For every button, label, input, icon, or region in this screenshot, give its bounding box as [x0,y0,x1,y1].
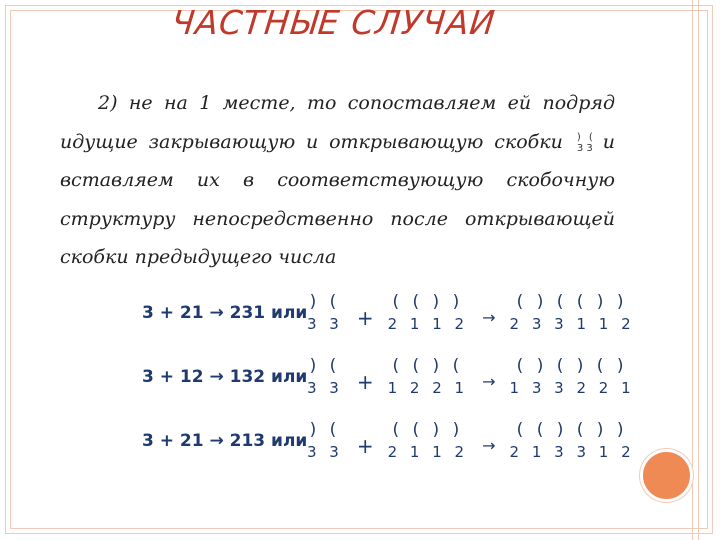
numbers: 1 3 3 2 2 1 [509,378,635,397]
brackets: ) ( [309,291,341,312]
arrow-icon: → [482,436,496,455]
inline-pair-brackets: ) ( [576,131,593,143]
body-line-5: скобки предыдущего числа [60,246,337,268]
arrow-icon: → [482,308,496,327]
brackets: ( ( ) ( ) ) [516,419,628,440]
body-line-2-text: идущие закрывающую и открывающую скобки [60,130,563,153]
brackets: ) ( [309,419,341,440]
numbers: 2 3 3 1 1 2 [509,314,635,333]
brackets: ( ) ( ( ) ) [516,291,628,312]
example-label: 3 + 21 → 213 или [142,430,308,451]
body-line-2-end: и [602,130,615,153]
bracket-seq-b [388,291,468,335]
examples-block [142,289,635,481]
bracket-seq-result [510,419,635,463]
example-row-3 [142,417,635,464]
numbers: 1 2 2 1 [387,378,469,397]
plus-sign: + [356,369,374,394]
brackets: ) ( [309,355,341,376]
example-row-1 [142,289,635,336]
decorative-orange-circle [640,449,693,502]
body-line-2 [60,123,615,162]
body-line-3: вставляем их в соответствующую скобочную [60,169,615,191]
brackets: ( ) ( ) ( ) [516,355,628,376]
bracket-seq-a [307,419,343,463]
bracket-seq-result [510,291,635,335]
brackets: ( ( ) ) [392,291,464,312]
bracket-seq-a [307,355,343,399]
body-line-1: 2) не на 1 месте, то сопоставляем ей подряд [98,92,615,114]
brackets: ( ( ) ) [392,419,464,440]
numbers: 2 1 3 3 1 2 [509,442,635,461]
bracket-seq-b [388,355,468,399]
slide-title: ЧАСТНЫЕ СЛУЧАИ [169,3,498,42]
plus-sign: + [356,433,374,458]
numbers: 3 3 [307,378,343,397]
plus-sign: + [356,305,374,330]
numbers: 3 3 [307,442,343,461]
arrow-icon: → [482,372,496,391]
side-decoration-line-2 [698,0,699,540]
bracket-seq-a [307,291,343,335]
slide-body-text [60,84,615,277]
bracket-seq-result [510,355,635,399]
inline-pair-numbers: 3 3 [576,142,593,154]
numbers: 2 1 1 2 [387,442,469,461]
brackets: ( ( ) ( [392,355,464,376]
numbers: 2 1 1 2 [387,314,469,333]
bracket-seq-b [388,419,468,463]
side-decoration-line [692,0,693,540]
numbers: 3 3 [307,314,343,333]
example-label: 3 + 21 → 231 или [142,302,308,323]
body-line-4: структуру непосредственно после открывающей [60,207,615,230]
example-row-2 [142,353,635,400]
inline-bracket-pair [577,132,593,154]
example-label: 3 + 12 → 132 или [142,366,308,387]
